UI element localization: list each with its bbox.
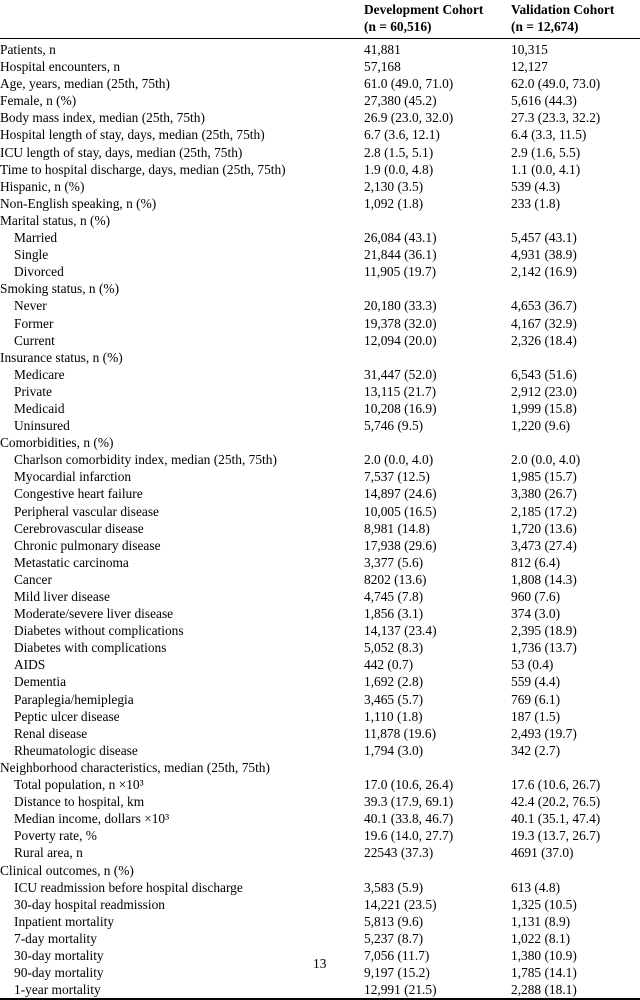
table-row bbox=[0, 571, 640, 588]
validation-cohort-value: 1,720 (13.6) bbox=[511, 520, 577, 536]
row-label: Total population, n ×10³ bbox=[14, 777, 144, 793]
header-development-cohort bbox=[364, 0, 511, 39]
row-label: 1-year mortality bbox=[14, 982, 101, 998]
development-cohort-value: 19.6 (14.0, 27.7) bbox=[364, 828, 454, 844]
validation-cohort-value: 1.1 (0.0, 4.1) bbox=[511, 161, 581, 177]
table-row bbox=[0, 58, 640, 75]
development-cohort-value bbox=[364, 759, 511, 776]
validation-cohort-value: 19.3 (13.7, 26.7) bbox=[511, 828, 601, 844]
development-cohort-value: 1.9 (0.0, 4.8) bbox=[364, 161, 434, 177]
table-row bbox=[0, 383, 640, 400]
table-row bbox=[0, 622, 640, 639]
development-cohort-value: 21,844 (36.1) bbox=[364, 247, 437, 263]
row-label: Body mass index, median (25th, 75th) bbox=[0, 110, 205, 126]
development-cohort-value bbox=[364, 434, 511, 451]
validation-cohort-value: 2.0 (0.0, 4.0) bbox=[511, 452, 581, 468]
table-row bbox=[0, 827, 640, 844]
development-cohort-value: 10,208 (16.9) bbox=[364, 400, 437, 416]
validation-cohort-value: 342 (2.7) bbox=[511, 742, 561, 758]
table-body bbox=[0, 39, 640, 1000]
header-development-line2: (n = 60,516) bbox=[364, 18, 432, 34]
validation-cohort-value: 187 (1.5) bbox=[511, 708, 561, 724]
development-cohort-value: 40.1 (33.8, 46.7) bbox=[364, 811, 454, 827]
validation-cohort-value bbox=[511, 280, 640, 297]
development-cohort-value: 2,130 (3.5) bbox=[364, 178, 424, 194]
development-cohort-value: 7,537 (12.5) bbox=[364, 469, 430, 485]
table-row bbox=[0, 776, 640, 793]
development-cohort-value: 7,056 (11.7) bbox=[364, 947, 430, 963]
development-cohort-value: 8,981 (14.8) bbox=[364, 520, 430, 536]
validation-cohort-value: 12,127 bbox=[511, 59, 548, 75]
validation-cohort-value: 40.1 (35.1, 47.4) bbox=[511, 811, 601, 827]
table-header bbox=[0, 0, 640, 39]
table-row bbox=[0, 742, 640, 759]
table-row bbox=[0, 656, 640, 673]
row-label: ICU readmission before hospital discharge bbox=[14, 879, 243, 895]
header-row bbox=[0, 0, 640, 39]
development-cohort-value: 57,168 bbox=[364, 59, 401, 75]
table-row bbox=[0, 793, 640, 810]
validation-cohort-value: 3,380 (26.7) bbox=[511, 486, 577, 502]
table-row bbox=[0, 896, 640, 913]
validation-cohort-value: 4691 (37.0) bbox=[511, 845, 574, 861]
row-label: 30-day mortality bbox=[14, 947, 104, 963]
validation-cohort-value: 2,493 (19.7) bbox=[511, 725, 577, 741]
table-row bbox=[0, 451, 640, 468]
development-cohort-value: 1,856 (3.1) bbox=[364, 606, 424, 622]
development-cohort-value: 5,052 (8.3) bbox=[364, 640, 424, 656]
table-row bbox=[0, 229, 640, 246]
development-cohort-value: 20,180 (33.3) bbox=[364, 298, 437, 314]
table-row bbox=[0, 349, 640, 366]
validation-cohort-value: 812 (6.4) bbox=[511, 554, 561, 570]
validation-cohort-value: 613 (4.8) bbox=[511, 879, 561, 895]
row-label: Hospital length of stay, days, median (25th, 75th) bbox=[0, 127, 265, 143]
validation-cohort-value: 17.6 (10.6, 26.7) bbox=[511, 777, 601, 793]
development-cohort-value: 12,991 (21.5) bbox=[364, 982, 437, 998]
row-label: Marital status, n (%) bbox=[0, 212, 111, 228]
row-label: Non-English speaking, n (%) bbox=[0, 195, 157, 211]
validation-cohort-value: 2,395 (18.9) bbox=[511, 623, 577, 639]
row-label: Former bbox=[14, 315, 54, 331]
row-label: Age, years, median (25th, 75th) bbox=[0, 76, 170, 92]
development-cohort-value: 13,115 (21.7) bbox=[364, 383, 437, 399]
row-label: Uninsured bbox=[14, 418, 70, 434]
row-label: Cancer bbox=[14, 571, 52, 587]
validation-cohort-value: 2,326 (18.4) bbox=[511, 332, 577, 348]
row-label: Diabetes without complications bbox=[14, 623, 184, 639]
development-cohort-value: 2.8 (1.5, 5.1) bbox=[364, 144, 434, 160]
row-label: Medicare bbox=[14, 366, 65, 382]
validation-cohort-value: 62.0 (49.0, 73.0) bbox=[511, 76, 601, 92]
row-label: Hispanic, n (%) bbox=[0, 178, 85, 194]
development-cohort-value bbox=[364, 349, 511, 366]
row-label: Private bbox=[14, 383, 52, 399]
development-cohort-value: 11,905 (19.7) bbox=[364, 264, 437, 280]
table-row bbox=[0, 503, 640, 520]
validation-cohort-value bbox=[511, 759, 640, 776]
table-row bbox=[0, 605, 640, 622]
development-cohort-value: 5,746 (9.5) bbox=[364, 418, 424, 434]
row-label: Never bbox=[14, 298, 47, 314]
table-row bbox=[0, 263, 640, 280]
development-cohort-value: 2.0 (0.0, 4.0) bbox=[364, 452, 434, 468]
row-label: Female, n (%) bbox=[0, 93, 77, 109]
validation-cohort-value: 42.4 (20.2, 76.5) bbox=[511, 794, 601, 810]
table-row bbox=[0, 913, 640, 930]
development-cohort-value: 17.0 (10.6, 26.4) bbox=[364, 777, 454, 793]
validation-cohort-value: 539 (4.3) bbox=[511, 178, 561, 194]
table-row bbox=[0, 844, 640, 861]
header-empty-cell bbox=[0, 0, 364, 39]
row-label: Paraplegia/hemiplegia bbox=[14, 691, 134, 707]
table-row bbox=[0, 520, 640, 537]
validation-cohort-value: 5,616 (44.3) bbox=[511, 93, 577, 109]
validation-cohort-value: 2,142 (16.9) bbox=[511, 264, 577, 280]
table-row bbox=[0, 195, 640, 212]
row-label: Clinical outcomes, n (%) bbox=[0, 862, 134, 878]
table-row bbox=[0, 810, 640, 827]
validation-cohort-value: 233 (1.8) bbox=[511, 195, 561, 211]
validation-cohort-value bbox=[511, 349, 640, 366]
validation-cohort-value: 1,985 (15.7) bbox=[511, 469, 577, 485]
development-cohort-value: 26,084 (43.1) bbox=[364, 230, 437, 246]
validation-cohort-value: 10,315 bbox=[511, 42, 548, 57]
development-cohort-value: 17,938 (29.6) bbox=[364, 537, 437, 553]
validation-cohort-value: 1,220 (9.6) bbox=[511, 418, 571, 434]
header-development-line1: Development Cohort bbox=[364, 2, 484, 17]
table-row bbox=[0, 212, 640, 229]
validation-cohort-value: 27.3 (23.3, 32.2) bbox=[511, 110, 601, 126]
validation-cohort-value: 769 (6.1) bbox=[511, 691, 561, 707]
table-row bbox=[0, 297, 640, 314]
row-label: Poverty rate, % bbox=[14, 828, 97, 844]
table-row bbox=[0, 400, 640, 417]
table-row bbox=[0, 417, 640, 434]
table-row bbox=[0, 366, 640, 383]
validation-cohort-value: 4,653 (36.7) bbox=[511, 298, 577, 314]
table-row bbox=[0, 673, 640, 690]
development-cohort-value: 5,813 (9.6) bbox=[364, 913, 424, 929]
development-cohort-value: 41,881 bbox=[364, 42, 401, 57]
table-row bbox=[0, 588, 640, 605]
row-label: 7-day mortality bbox=[14, 930, 97, 946]
development-cohort-value: 22543 (37.3) bbox=[364, 845, 434, 861]
row-label: Dementia bbox=[14, 674, 67, 690]
row-label: Hospital encounters, n bbox=[0, 59, 121, 75]
validation-cohort-value: 2,288 (18.1) bbox=[511, 982, 577, 998]
row-label: Myocardial infarction bbox=[14, 469, 132, 485]
table-row bbox=[0, 468, 640, 485]
development-cohort-value: 1,692 (2.8) bbox=[364, 674, 424, 690]
row-label: Charlson comorbidity index, median (25th, 75th) bbox=[14, 452, 277, 468]
row-label: Moderate/severe liver disease bbox=[14, 606, 174, 622]
development-cohort-value bbox=[364, 212, 511, 229]
table-row bbox=[0, 485, 640, 502]
table-row bbox=[0, 161, 640, 178]
validation-cohort-value: 4,167 (32.9) bbox=[511, 315, 577, 331]
validation-cohort-value: 960 (7.6) bbox=[511, 589, 561, 604]
development-cohort-value: 3,465 (5.7) bbox=[364, 691, 424, 707]
table-row bbox=[0, 178, 640, 195]
table-row bbox=[0, 759, 640, 776]
row-label: Divorced bbox=[14, 264, 64, 280]
row-label: Chronic pulmonary disease bbox=[14, 537, 161, 553]
table-row bbox=[0, 109, 640, 126]
development-cohort-value: 14,221 (23.5) bbox=[364, 896, 437, 912]
development-cohort-value: 27,380 (45.2) bbox=[364, 93, 437, 109]
table-row bbox=[0, 725, 640, 742]
row-label: Smoking status, n (%) bbox=[0, 281, 120, 297]
row-label: Mild liver disease bbox=[14, 589, 110, 604]
validation-cohort-value: 1,999 (15.8) bbox=[511, 400, 577, 416]
validation-cohort-value: 1,131 (8.9) bbox=[511, 913, 571, 929]
row-label: Renal disease bbox=[14, 725, 88, 741]
validation-cohort-value: 559 (4.4) bbox=[511, 674, 561, 690]
development-cohort-value: 9,197 (15.2) bbox=[364, 965, 430, 981]
row-label: Married bbox=[14, 230, 58, 246]
table-row bbox=[0, 981, 640, 999]
table-row bbox=[0, 332, 640, 349]
development-cohort-value: 6.7 (3.6, 12.1) bbox=[364, 127, 440, 143]
page-number: 13 bbox=[313, 956, 327, 971]
row-label: Cerebrovascular disease bbox=[14, 520, 144, 536]
validation-cohort-value: 1,325 (10.5) bbox=[511, 896, 577, 912]
validation-cohort-value: 374 (3.0) bbox=[511, 606, 561, 622]
row-label: AIDS bbox=[14, 657, 46, 673]
table-row bbox=[0, 691, 640, 708]
row-label: 30-day hospital readmission bbox=[14, 896, 165, 912]
row-label: Single bbox=[14, 247, 49, 263]
table-row bbox=[0, 246, 640, 263]
table-row bbox=[0, 92, 640, 109]
development-cohort-value: 442 (0.7) bbox=[364, 657, 414, 673]
row-label: Neighborhood characteristics, median (25th, 75th) bbox=[0, 759, 270, 775]
development-cohort-value bbox=[364, 280, 511, 297]
table-row bbox=[0, 144, 640, 161]
development-cohort-value: 14,897 (24.6) bbox=[364, 486, 437, 502]
validation-cohort-value: 53 (0.4) bbox=[511, 657, 554, 673]
row-label: Comorbidities, n (%) bbox=[0, 435, 114, 451]
development-cohort-value: 61.0 (49.0, 71.0) bbox=[364, 76, 454, 92]
validation-cohort-value: 5,457 (43.1) bbox=[511, 230, 577, 246]
development-cohort-value: 12,094 (20.0) bbox=[364, 332, 437, 348]
validation-cohort-value bbox=[511, 862, 640, 879]
validation-cohort-value: 1,022 (8.1) bbox=[511, 930, 571, 946]
validation-cohort-value bbox=[511, 434, 640, 451]
development-cohort-value bbox=[364, 862, 511, 879]
development-cohort-value: 19,378 (32.0) bbox=[364, 315, 437, 331]
development-cohort-value: 26.9 (23.0, 32.0) bbox=[364, 110, 454, 126]
table-row bbox=[0, 537, 640, 554]
development-cohort-value: 4,745 (7.8) bbox=[364, 589, 424, 604]
development-cohort-value: 3,377 (5.6) bbox=[364, 554, 424, 570]
header-validation-cohort bbox=[511, 0, 640, 39]
validation-cohort-value: 4,931 (38.9) bbox=[511, 247, 577, 263]
validation-cohort-value: 1,808 (14.3) bbox=[511, 571, 577, 587]
table-row bbox=[0, 39, 640, 59]
validation-cohort-value: 1,380 (10.9) bbox=[511, 947, 577, 963]
row-label: 90-day mortality bbox=[14, 965, 104, 981]
row-label: Median income, dollars ×10³ bbox=[14, 811, 170, 827]
row-label: Rural area, n bbox=[14, 845, 83, 861]
development-cohort-value: 11,878 (19.6) bbox=[364, 725, 437, 741]
row-label: Medicaid bbox=[14, 400, 65, 416]
development-cohort-value: 1,092 (1.8) bbox=[364, 195, 424, 211]
row-label: Time to hospital discharge, days, median (25th, 75th) bbox=[0, 161, 286, 177]
row-label: Distance to hospital, km bbox=[14, 794, 145, 810]
header-validation-line2: (n = 12,674) bbox=[511, 18, 579, 34]
row-label: Metastatic carcinoma bbox=[14, 554, 129, 570]
row-label: Rheumatologic disease bbox=[14, 742, 138, 758]
table-row bbox=[0, 434, 640, 451]
development-cohort-value: 10,005 (16.5) bbox=[364, 503, 437, 519]
header-validation-line1: Validation Cohort bbox=[511, 2, 615, 17]
validation-cohort-value bbox=[511, 212, 640, 229]
table-row bbox=[0, 879, 640, 896]
development-cohort-value: 31,447 (52.0) bbox=[364, 366, 437, 382]
validation-cohort-value: 2,185 (17.2) bbox=[511, 503, 577, 519]
row-label: Peripheral vascular disease bbox=[14, 503, 160, 519]
development-cohort-value: 39.3 (17.9, 69.1) bbox=[364, 794, 454, 810]
validation-cohort-value: 6.4 (3.3, 11.5) bbox=[511, 127, 587, 143]
development-cohort-value: 14,137 (23.4) bbox=[364, 623, 437, 639]
row-label: ICU length of stay, days, median (25th, 75th) bbox=[0, 144, 243, 160]
row-label: Congestive heart failure bbox=[14, 486, 143, 502]
row-label: Inpatient mortality bbox=[14, 913, 115, 929]
table-row bbox=[0, 930, 640, 947]
table-row bbox=[0, 75, 640, 92]
table-row bbox=[0, 315, 640, 332]
row-label: Diabetes with complications bbox=[14, 640, 167, 656]
validation-cohort-value: 1,785 (14.1) bbox=[511, 965, 577, 981]
development-cohort-value: 3,583 (5.9) bbox=[364, 879, 424, 895]
table-row bbox=[0, 126, 640, 143]
validation-cohort-value: 2,912 (23.0) bbox=[511, 383, 577, 399]
development-cohort-value: 8202 (13.6) bbox=[364, 571, 427, 587]
validation-cohort-value: 2.9 (1.6, 5.5) bbox=[511, 144, 581, 160]
table-row bbox=[0, 554, 640, 571]
validation-cohort-value: 3,473 (27.4) bbox=[511, 537, 577, 553]
table-row bbox=[0, 280, 640, 297]
validation-cohort-value: 1,736 (13.7) bbox=[511, 640, 577, 656]
validation-cohort-value: 6,543 (51.6) bbox=[511, 366, 577, 382]
table-row bbox=[0, 708, 640, 725]
development-cohort-value: 5,237 (8.7) bbox=[364, 930, 424, 946]
row-label: Patients, n bbox=[0, 42, 56, 57]
table-row bbox=[0, 862, 640, 879]
development-cohort-value: 1,794 (3.0) bbox=[364, 742, 424, 758]
row-label: Current bbox=[14, 332, 55, 348]
row-label: Peptic ulcer disease bbox=[14, 708, 120, 724]
table-row bbox=[0, 639, 640, 656]
row-label: Insurance status, n (%) bbox=[0, 349, 123, 365]
development-cohort-value: 1,110 (1.8) bbox=[364, 708, 423, 724]
